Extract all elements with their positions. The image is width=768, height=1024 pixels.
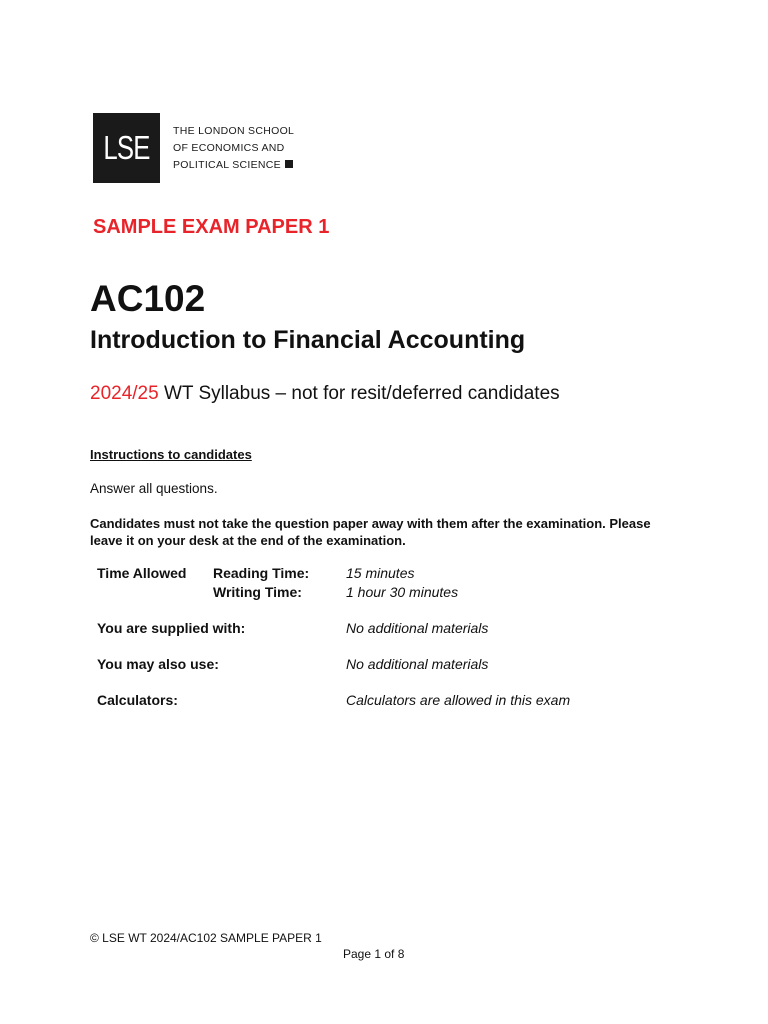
lse-logo-letters: LSE xyxy=(93,113,160,183)
time-allowed-label: Time Allowed xyxy=(97,565,187,581)
sample-exam-title: SAMPLE EXAM PAPER 1 xyxy=(93,216,330,238)
calculators-label: Calculators: xyxy=(97,692,178,708)
footer-copyright: © LSE WT 2024/AC102 SAMPLE PAPER 1 xyxy=(90,931,322,945)
instructions-notice: Candidates must not take the question paper away with them after the examination. Please leave it on your desk at the end of the examination. xyxy=(90,516,651,548)
logo-square-icon xyxy=(285,160,293,168)
logo-line-1: THE LONDON SCHOOL xyxy=(173,124,295,137)
syllabus-description: WT Syllabus – not for resit/deferred candidates xyxy=(158,383,560,404)
logo-line-2: OF ECONOMICS AND xyxy=(173,141,285,154)
instructions-answer-all: Answer all questions. xyxy=(90,481,218,496)
reading-time-value: 15 minutes xyxy=(346,565,415,581)
lse-logo-wordmark xyxy=(173,123,294,174)
instructions-heading: Instructions to candidates xyxy=(90,447,252,462)
logo-line-3-wrap xyxy=(173,157,294,174)
logo-line-3: POLITICAL SCIENCE xyxy=(173,158,281,171)
syllabus-year: 2024/25 xyxy=(90,383,159,404)
may-use-value: No additional materials xyxy=(346,656,489,672)
supplied-value: No additional materials xyxy=(346,620,489,636)
syllabus-line xyxy=(90,383,560,405)
writing-time-value: 1 hour 30 minutes xyxy=(346,584,459,600)
supplied-label: You are supplied with: xyxy=(97,620,246,636)
may-use-label: You may also use: xyxy=(97,656,219,672)
writing-time-label: Writing Time: xyxy=(213,584,302,600)
lse-logo-mark xyxy=(93,113,160,183)
calculators-value: Calculators are allowed in this exam xyxy=(346,692,571,708)
reading-time-label: Reading Time: xyxy=(213,565,310,581)
footer-page-number: Page 1 of 8 xyxy=(343,947,405,961)
lse-logo xyxy=(93,113,294,183)
course-code: AC102 xyxy=(90,278,206,319)
course-name: Introduction to Financial Accounting xyxy=(90,326,526,354)
